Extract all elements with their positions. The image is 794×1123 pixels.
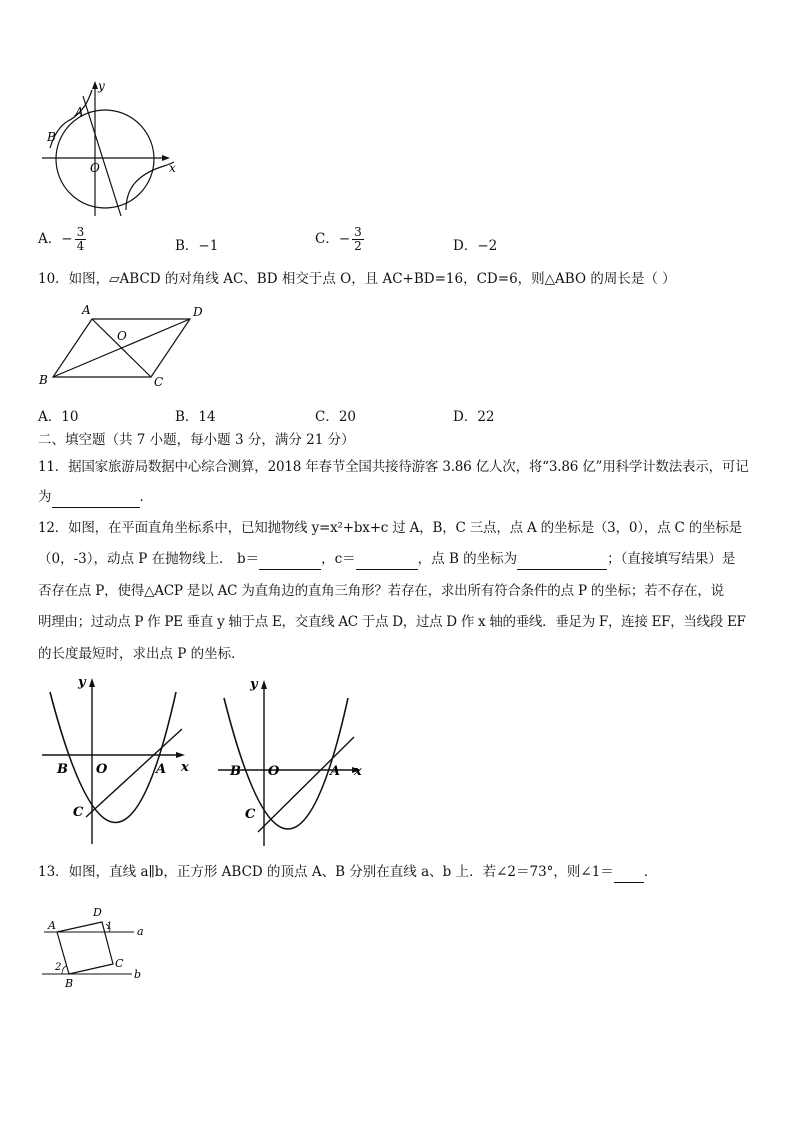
q10-label-o: O (117, 329, 127, 343)
q10-label-d: D (193, 305, 203, 319)
q10-label-b: B (39, 373, 48, 387)
q12-fig2-label-y: y (250, 677, 258, 692)
q9-option-d: D．−2 (453, 238, 498, 254)
q9-label-x: x (169, 161, 176, 175)
q12-line1: 12．如图，在平面直角坐标系中，已知抛物线 y=x²+bx+c 过 A，B，C 三点，点 A 的坐标是（3，0），点 C 的坐标是 (38, 520, 742, 536)
q12-blank-b[interactable] (259, 549, 321, 570)
q9-circle (56, 110, 154, 208)
q10-option-b: B．14 (175, 409, 216, 425)
q12-fig1-y-arrow (89, 678, 95, 687)
q12-fig2-label-x: x (354, 764, 362, 779)
q10-option-d: D．22 (453, 409, 495, 425)
q12-blank-point-b[interactable] (517, 549, 607, 570)
q10-label-a: A (82, 303, 91, 317)
q9-option-c: C．− $\frac{3}{2}$ (315, 225, 362, 253)
q11-line2: 为 ． (38, 487, 153, 508)
q12-parabola-figure-1 (36, 672, 201, 848)
q13-label-d: D (93, 906, 102, 919)
q13-label-1: 1 (106, 921, 113, 932)
q13-angle-2-arc (62, 966, 66, 974)
q13-label-c: C (115, 957, 124, 970)
q13-label-2: 2 (55, 962, 62, 973)
q13-label-a: A (48, 919, 56, 932)
q10-parallelogram-figure (36, 300, 216, 392)
q12-fig1-x-arrow (176, 752, 185, 758)
q13-blank[interactable] (614, 862, 644, 883)
q12-fig1-label-o: O (96, 762, 108, 777)
q12-line3: 否存在点 P，使得△ACP 是以 AC 为直角边的直角三角形？若存在，求出所有符合条件的点 P 的坐标；若不存在，说 (38, 583, 724, 599)
q9-label-b: B (47, 130, 56, 144)
q12-fig1-label-x: x (181, 760, 189, 775)
q12-fig2-label-o: O (268, 764, 280, 779)
q12-blank-c[interactable] (356, 549, 418, 570)
q9-option-a: A．− $\frac{3}{4}$ (38, 225, 85, 253)
q9-label-a: A (75, 105, 84, 119)
q12-fig2-label-c: C (245, 807, 256, 822)
q9-hyperbola-left (50, 90, 92, 148)
q12-fig1-label-b: B (57, 762, 68, 777)
q12-fig2-y-arrow (261, 680, 267, 689)
q13-square-figure (38, 902, 153, 990)
q12-parabola-figure-2 (212, 674, 377, 850)
q12-fig2-label-b: B (230, 764, 241, 779)
q11-line1: 11．据国家旅游局数据中心综合测算，2018 年春节全国共接待游客 3.86 亿人次，将“3.86 亿”用科学计数法表示，可记 (38, 459, 749, 475)
q10-option-c: C．20 (315, 409, 357, 425)
q9-hyperbola-right (126, 162, 174, 210)
q13-stem: 13．如图，直线 a∥b，正方形 ABCD 的顶点 A、B 分别在直线 a、b 上．若∠2＝73°，则∠1＝ ． (38, 862, 657, 883)
q12-fig1-label-c: C (73, 805, 84, 820)
q10-diagonal-bd (53, 319, 190, 377)
q10-stem: 10．如图，▱ABCD 的对角线 AC、BD 相交于点 O，且 AC+BD=16，CD=6，则△ABO 的周长是（ ） (38, 271, 676, 287)
q12-line2: （0，-3），动点 P 在抛物线上． b＝ ，c＝ ，点 B 的坐标为 ；（直接填写结果）是 (38, 549, 735, 570)
q9-circle-figure (38, 76, 188, 221)
q12-line4: 明理由；过动点 P 作 PE 垂直 y 轴于点 E，交直线 AC 于点 D，过点 D 作 x 轴的垂线．垂足为 F，连接 EF，当线段 EF (38, 614, 746, 630)
q12-fig1-label-y: y (78, 675, 86, 690)
q12-fig2-label-a: A (330, 764, 341, 779)
q12-fig1-parabola (50, 692, 176, 823)
q9-label-o: O (90, 161, 100, 175)
q9-option-b: B．−1 (175, 238, 219, 254)
q12-line5: 的长度最短时，求出点 P 的坐标． (38, 646, 245, 662)
q13-label-line-b: b (134, 968, 142, 981)
q12-fig1-label-a: A (156, 762, 167, 777)
q9-line (83, 96, 121, 216)
q11-blank[interactable] (52, 487, 140, 508)
q13-label-line-a: a (137, 925, 144, 938)
q9-label-y: y (98, 79, 105, 93)
section2-title: 二、填空题（共 7 小题，每小题 3 分，满分 21 分） (38, 432, 355, 448)
q10-label-c: C (154, 375, 164, 389)
q13-label-b: B (65, 977, 74, 990)
q10-option-a: A．10 (38, 409, 79, 425)
